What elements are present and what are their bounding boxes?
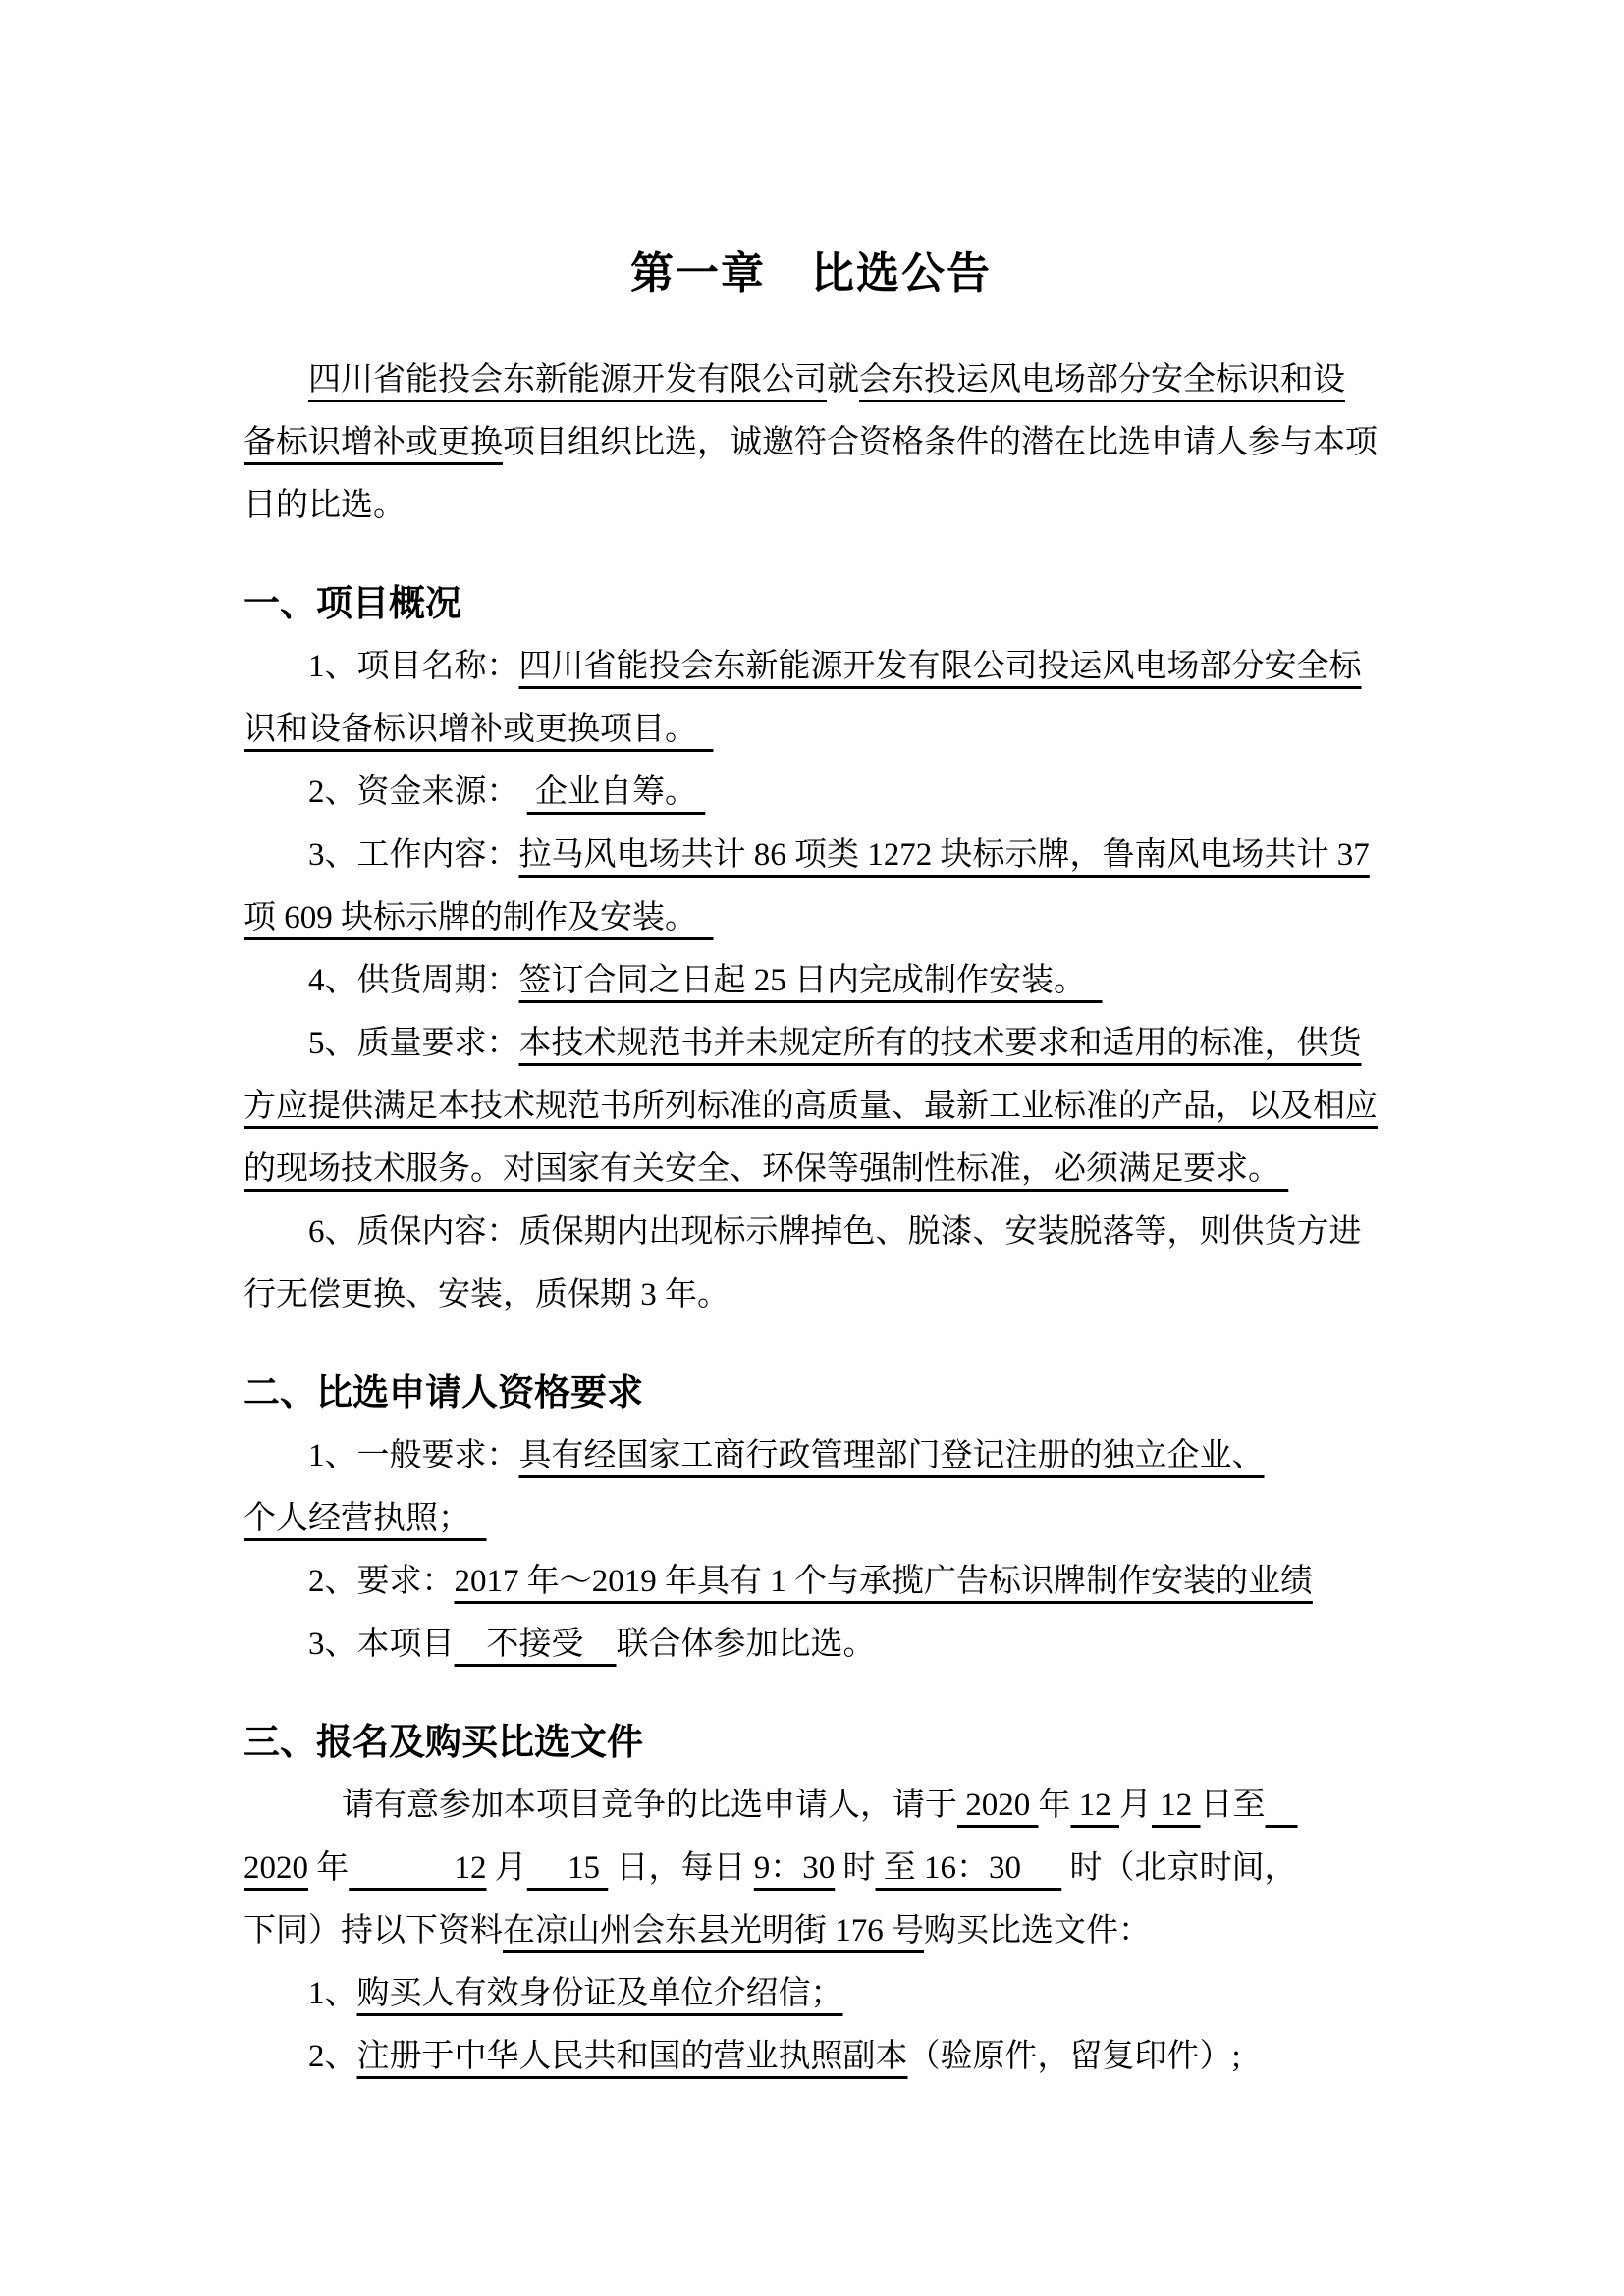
- text-run: 年: [1038, 1788, 1071, 1823]
- underlined-text: 的现场技术服务。对国家有关安全、环保等强制性标准，必须满足要求。: [244, 1151, 1289, 1187]
- underlined-text: [1266, 1788, 1298, 1823]
- text-run: 时: [835, 1850, 876, 1886]
- paragraph-line: [244, 824, 1379, 886]
- text-run: 购买比选文件：: [924, 1913, 1151, 1949]
- paragraph-line: [244, 1962, 1379, 2025]
- paragraph-line: [244, 1487, 1379, 1550]
- paragraph-line: [244, 1424, 1379, 1487]
- section-heading: 一、项目概况: [244, 583, 461, 623]
- paragraph-line: [244, 411, 1379, 474]
- underlined-text: 企业自筹。: [526, 774, 706, 810]
- underlined-text: 方应提供满足本技术规范书所列标准的高质量、最新工业标准的产品，以及相应: [244, 1089, 1378, 1124]
- paragraph-line: [244, 1075, 1379, 1138]
- paragraph-line: [244, 2025, 1379, 2088]
- paragraph-line: [244, 1899, 1379, 1962]
- underlined-text: 2020: [957, 1788, 1039, 1823]
- underlined-text: 15: [526, 1850, 609, 1886]
- text-run: 年: [308, 1850, 350, 1886]
- paragraph-line: [244, 635, 1379, 698]
- text-run: 5、质量要求：: [308, 1026, 519, 1061]
- text-run: 时（北京时间，: [1061, 1850, 1297, 1886]
- paragraph-line: [244, 1263, 1379, 1326]
- text-run: 4、供货周期：: [308, 963, 519, 998]
- text-run: 1、: [308, 1976, 357, 2011]
- underlined-text: 备标识增补或更换: [244, 425, 503, 460]
- underlined-text: 在凉山州会东县光明街 176 号: [503, 1913, 924, 1949]
- text-run: （验原件，留复印件）;: [907, 2039, 1241, 2074]
- underlined-text: 识和设备标识增补或更换项目。: [244, 712, 714, 747]
- paragraph-line: [244, 1201, 1379, 1263]
- text-run: 3、工作内容：: [308, 837, 519, 873]
- paragraph-line: [244, 1550, 1379, 1613]
- text-run: 1、一般要求：: [308, 1438, 519, 1473]
- text-run: 联合体参加比选。: [616, 1627, 876, 1662]
- paragraph-line: [244, 761, 1379, 824]
- underlined-text: 至 16：30: [875, 1850, 1062, 1886]
- underlined-text: 12: [349, 1850, 487, 1886]
- paragraph-line: [244, 1138, 1379, 1201]
- text-run: 下同）持以下资料: [244, 1913, 503, 1949]
- text-run: 月: [1119, 1788, 1152, 1823]
- paragraph-line: [244, 886, 1379, 949]
- paragraph-line: [244, 698, 1379, 761]
- underlined-text: 2020: [244, 1850, 308, 1886]
- text-run: 2、: [308, 2039, 357, 2074]
- underlined-text: 注册于中华人民共和国的营业执照副本: [356, 2039, 908, 2074]
- underlined-text: 会东投运风电场部分安全标识和设: [859, 362, 1345, 398]
- text-run: 日至: [1200, 1788, 1266, 1823]
- document-content: [0, 247, 1624, 2088]
- underlined-text: 9：30: [753, 1850, 836, 1886]
- underlined-text: 四川省能投会东新能源开发有限公司投运风电场部分安全标: [518, 649, 1362, 684]
- section-heading: 三、报名及购买比选文件: [244, 1722, 643, 1762]
- underlined-text: 不接受: [454, 1627, 617, 1662]
- section-heading: 二、比选申请人资格要求: [244, 1372, 643, 1413]
- underlined-text: 2017 年～2019 年具有 1 个与承揽广告标识牌制作安装的业绩: [454, 1564, 1313, 1599]
- paragraph-line: [244, 1012, 1379, 1075]
- text-run: 3、本项目: [308, 1627, 455, 1662]
- underlined-text: 项 609 块标示牌的制作及安装。: [244, 900, 714, 935]
- text-run: 月: [486, 1850, 527, 1886]
- paragraph-line: [244, 1837, 1379, 1899]
- paragraph-line: [244, 1613, 1379, 1676]
- paragraph-line: [244, 949, 1379, 1012]
- text-run: 就: [827, 362, 859, 398]
- underlined-text: 拉马风电场共计 86 项类 1272 块标示牌，鲁南风电场共计 37: [518, 837, 1370, 873]
- text-run: 目的比选。: [244, 488, 406, 523]
- document-body: [244, 348, 1379, 2088]
- underlined-text: 具有经国家工商行政管理部门登记注册的独立企业、: [518, 1438, 1265, 1473]
- underlined-text: 个人经营执照；: [244, 1501, 487, 1536]
- document-title: 第一章 比选公告: [630, 249, 992, 297]
- underlined-text: 本技术规范书并未规定所有的技术要求和适用的标准，供货: [518, 1026, 1362, 1061]
- text-run: 2、要求：: [308, 1564, 455, 1599]
- paragraph-line: [244, 474, 1379, 537]
- underlined-text: 四川省能投会东新能源开发有限公司: [308, 362, 827, 398]
- text-run: 日，每日: [608, 1850, 754, 1886]
- text-run: 2、资金来源：: [308, 774, 527, 810]
- paragraph-line: [244, 348, 1379, 411]
- underlined-text: 12: [1152, 1788, 1201, 1823]
- text-run: 请有意参加本项目竞争的比选申请人，请于: [342, 1788, 957, 1823]
- underlined-text: 购买人有效身份证及单位介绍信；: [356, 1976, 843, 2011]
- text-run: 行无偿更换、安装，质保期 3 年。: [244, 1277, 730, 1312]
- text-run: 6、质保内容：质保期内出现标示牌掉色、脱漆、安装脱落等，则供货方进: [308, 1214, 1362, 1250]
- text-run: 项目组织比选，诚邀符合资格条件的潜在比选申请人参与本项: [503, 425, 1378, 460]
- underlined-text: 12: [1070, 1788, 1119, 1823]
- text-run: 1、项目名称：: [308, 649, 519, 684]
- underlined-text: 签订合同之日起 25 日内完成制作安装。: [518, 963, 1103, 998]
- paragraph-line: [244, 1774, 1379, 1837]
